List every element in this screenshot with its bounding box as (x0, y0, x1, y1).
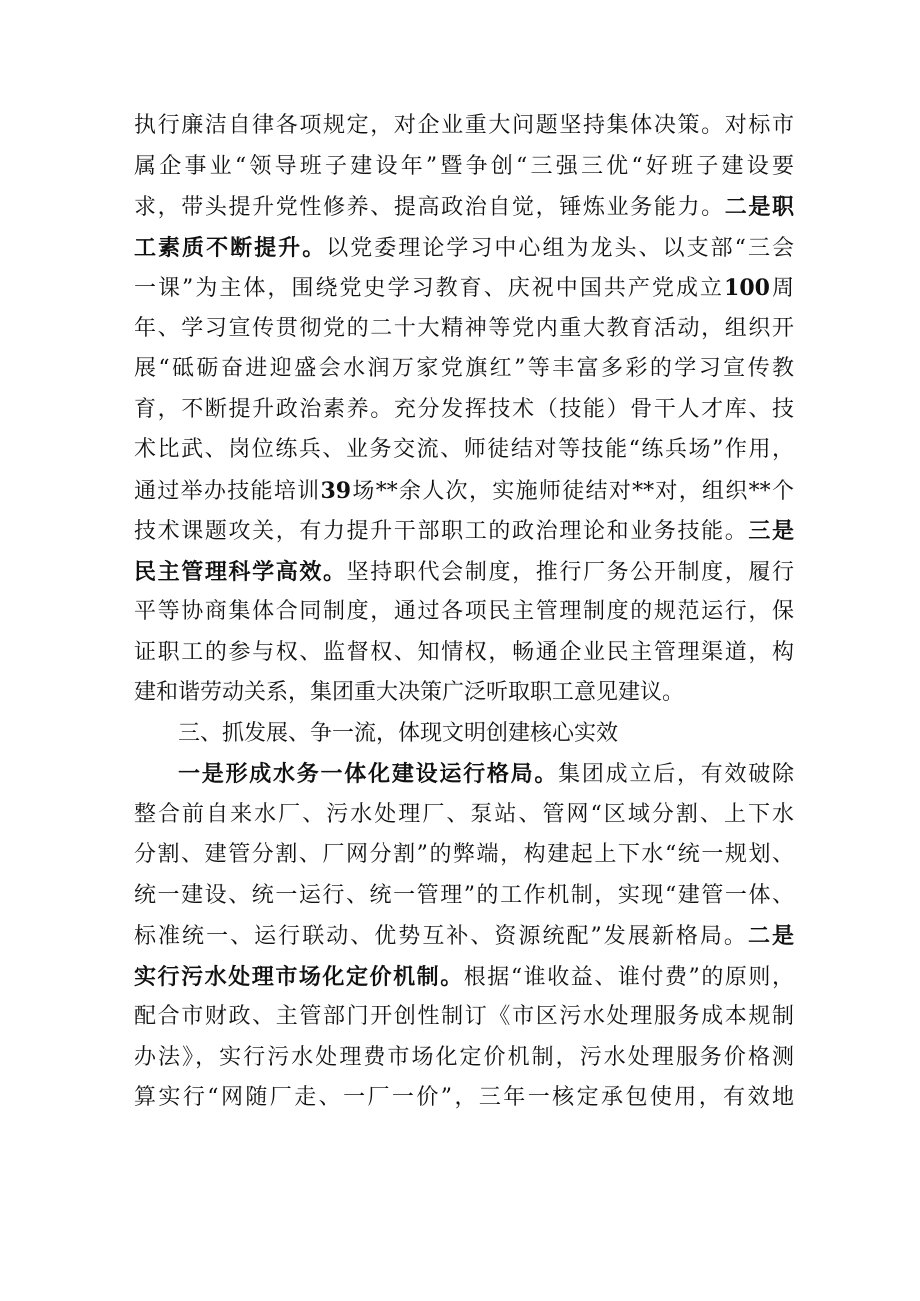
text-line: 民主管理科学高效。坚持职代会制度，推行厂务公开制度，履行 (134, 558, 794, 585)
text-line: 统一建设、统一运行、统一管理”的工作机制，实现“建管一体、 (134, 882, 794, 908)
text-line: 平等协商集体合同制度，通过各项民主管理制度的规范运行，保 (134, 599, 794, 624)
number-39: 39 (320, 477, 352, 504)
paragraph-2 (134, 754, 794, 1119)
text-line: 证职工的参与权、监督权、知情权，畅通企业民主管理渠道，构 (134, 639, 794, 665)
text-line: 执行廉洁自律各项规定，对企业重大问题坚持集体决策。对标市 (134, 113, 794, 138)
text-line: 展“砥砺奋进迎盛会水润万家党旗红”等丰富多彩的学习宣传教 (134, 356, 794, 381)
text-line: 育，不断提升政治素养。充分发挥技术（技能）骨干人才库、技 (134, 396, 794, 422)
text-line: 工素质不断提升。以党委理论学习中心组为龙头、以支部“三会 (134, 234, 794, 261)
bold-lead: 二是 (747, 923, 794, 949)
text-line: 求，带头提升党性修养、提高政治自觉，锤炼业务能力。二是职 (134, 194, 794, 220)
text-line: 年、学习宣传贯彻党的二十大精神等党内重大教育活动，组织开 (134, 315, 794, 341)
paragraph-1 (134, 106, 794, 714)
document-page (134, 106, 794, 1119)
number-100: 100 (724, 275, 770, 301)
text-line: 标准统一、运行联动、优势互补、资源统配”发展新格局。二是 (134, 923, 794, 949)
text-line: 一是形成水务一体化建设运行格局。集团成立后，有效破除 (178, 761, 794, 787)
text-line: 术比武、岗位练兵、业务交流、师徒结对等技能“练兵场”作用， (134, 437, 794, 462)
text-line: 属企事业“领导班子建设年”暨争创“三强三优“好班子建设要 (134, 153, 794, 179)
bold-lead: 工素质不断提升。 (134, 234, 327, 261)
text-line: 通过举办技能培训39场**余人次，实施师徒结对**对，组织**个 (134, 477, 794, 504)
text-line: 算实行“网随厂走、一厂一价”，三年一核定承包使用，有效地 (134, 1085, 794, 1110)
text-line: 配合市财政、主管部门开创性制订《市区污水处理服务成本规制 (134, 1004, 794, 1029)
bold-lead: 二是职 (724, 194, 794, 220)
bold-lead: 实行污水处理市场化定价机制。 (134, 963, 464, 990)
text-line: 技术课题攻关，有力提升干部职工的政治理论和业务技能。三是 (134, 518, 794, 544)
text-line: 一课”为主体，围绕党史学习教育、庆祝中国共产党成立100周 (134, 275, 794, 301)
bold-lead: 民主管理科学高效。 (134, 558, 347, 585)
bold-lead: 三是 (748, 518, 794, 544)
text-line: 分割、建管分割、厂网分割”的弊端，构建起上下水“统一规划、 (134, 842, 794, 867)
section-heading: 三、抓发展、争一流，体现文明创建核心实效 (178, 720, 619, 746)
text-line: 办法》，实行污水处理费市场化定价机制，污水处理服务价格测 (134, 1044, 794, 1070)
bold-lead: 一是形成水务一体化建设运行格局。 (178, 761, 559, 787)
text-line: 整合前自来水厂、污水处理厂、泵站、管网“区域分割、上下水 (134, 801, 794, 827)
text-line: 建和谐劳动关系，集团重大决策广泛听取职工意见建议。 (134, 680, 685, 705)
text-line: 实行污水处理市场化定价机制。根据“谁收益、谁付费”的原则， (134, 963, 794, 990)
